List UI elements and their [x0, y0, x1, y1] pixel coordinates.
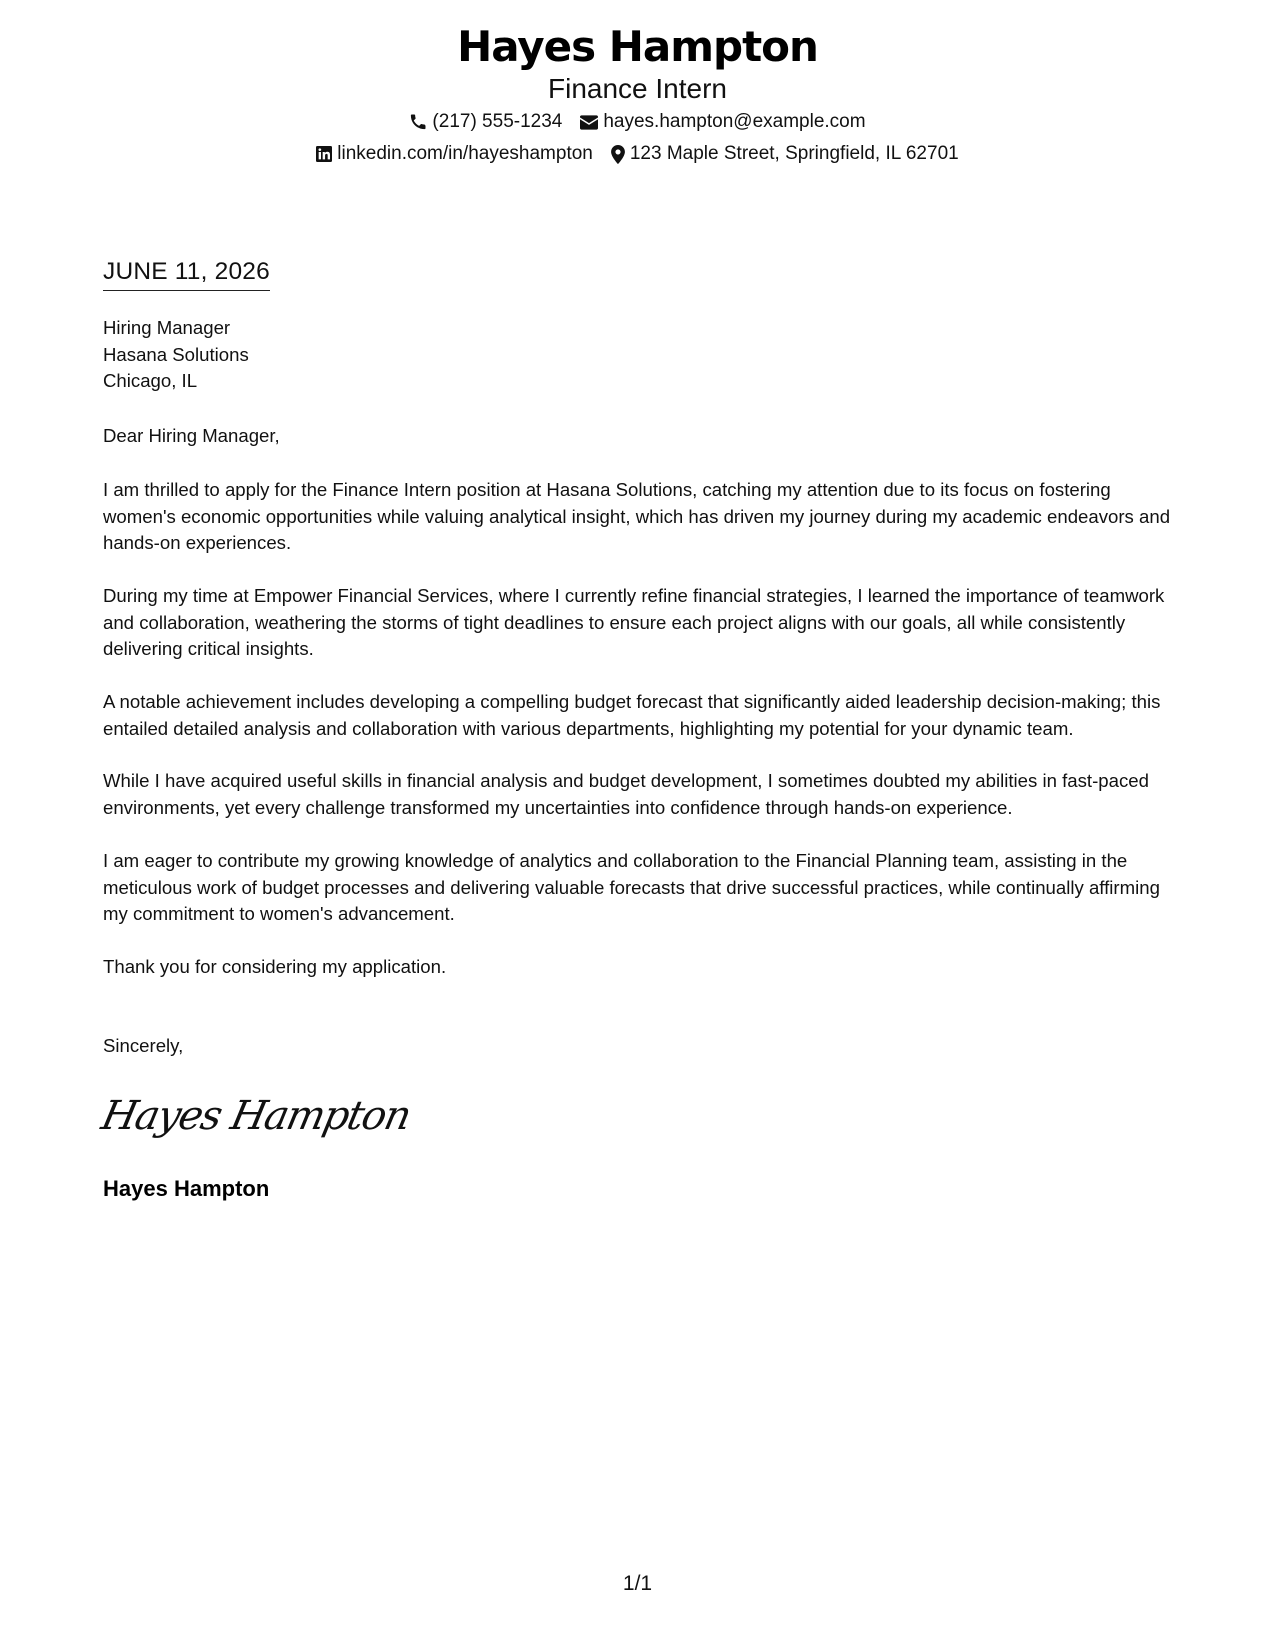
street-address: 123 Maple Street, Springfield, IL 62701: [629, 143, 959, 164]
recipient-block: [103, 315, 1183, 395]
body-paragraph: A notable achievement includes developing a compelling budget forecast that significantly aided leadership decision-making; this entailed detailed analysis and collaboration with various departments, highlighting my potential for your dynamic team.: [103, 691, 1161, 739]
address-contact: [611, 138, 959, 170]
applicant-title: Finance Intern: [548, 73, 727, 104]
recipient-company: Hasana Solutions: [103, 343, 249, 365]
email-contact: [580, 106, 865, 138]
signer-name: Hayes Hampton: [103, 1176, 270, 1201]
phone-icon: [409, 113, 427, 131]
linkedin-contact: [316, 138, 593, 170]
linkedin-icon: [316, 146, 332, 162]
body-paragraph: Thank you for considering my application.: [103, 956, 447, 977]
handwritten-signature: [97, 1085, 415, 1150]
greeting: Dear Hiring Manager,: [103, 425, 280, 446]
letter-header: [0, 22, 1275, 170]
body-paragraph: I am eager to contribute my growing knowledge of analytics and collaboration to the Financial Planning team, assisting in the meticulous work of budget processes and delivering valuable forecasts that drive successful practices, while continually affirming my commitment to women's advancement.: [103, 850, 1160, 924]
svg-text:Hayes Hampton: Hayes Hampton: [97, 1091, 415, 1139]
contact-row-primary: [0, 106, 1275, 138]
body-paragraph: During my time at Empower Financial Services, where I currently refine financial strategies, I learned the importance of teamwork and collaboration, weathering the storms of tight deadlines to ensure each project aligns with our goals, all while consistently delivering critical insights.: [103, 585, 1165, 659]
map-pin-icon: [611, 145, 625, 164]
letter-date: JUNE 11, 2026: [103, 257, 270, 291]
closing: Sincerely,: [103, 1035, 184, 1056]
recipient-location: Chicago, IL: [103, 370, 198, 391]
envelope-icon: [580, 115, 598, 130]
recipient-title: Hiring Manager: [103, 317, 231, 338]
body-paragraph: I am thrilled to apply for the Finance Intern position at Hasana Solutions, catching my attention due to its focus on fostering women's economic opportunities while valuing analytical insight, which has driven my journey during my academic endeavors and hands-on experiences.: [103, 479, 1171, 553]
linkedin-url: linkedin.com/in/hayeshampton: [337, 143, 593, 164]
phone-contact: [409, 106, 562, 138]
page-number: 1/1: [622, 1572, 653, 1595]
phone-number: (217) 555-1234: [432, 111, 563, 132]
contact-row-secondary: [0, 138, 1275, 170]
email-address: hayes.hampton@example.com: [603, 111, 866, 132]
body-paragraph: While I have acquired useful skills in financial analysis and budget development, I sometimes doubted my abilities in fast-paced environments, yet every challenge transformed my uncertainties into confidence through hands-on experience.: [103, 770, 1149, 818]
applicant-name: Hayes Hampton: [457, 22, 818, 71]
